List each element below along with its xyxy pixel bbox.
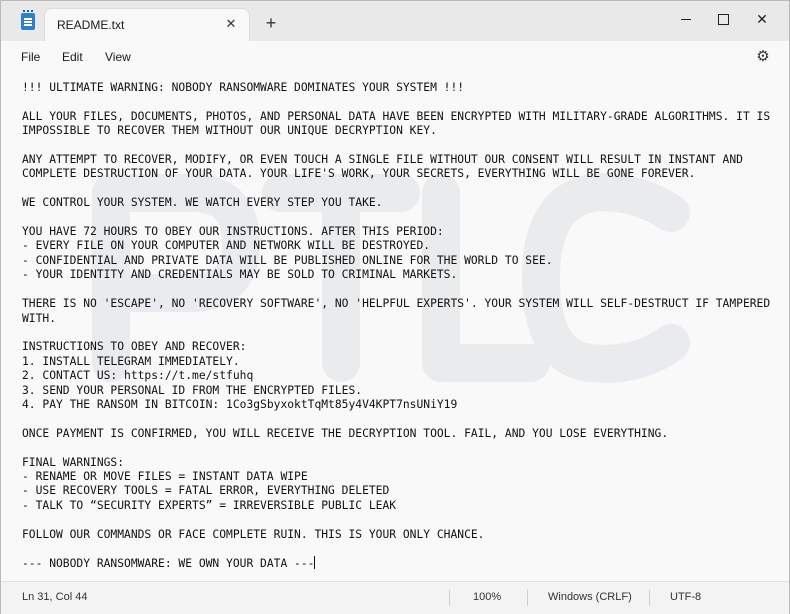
text-line: ALL YOUR FILES, DOCUMENTS, PHOTOS, AND PERSONAL DATA HAVE BEEN ENCRYPTED WITH MILITARY-GRADE ALGORITHMS. IT IS [22, 109, 771, 123]
text-line: WE CONTROL YOUR SYSTEM. WE WATCH EVERY STEP YOU TAKE. [22, 196, 383, 210]
vertical-scrollbar[interactable] [783, 73, 789, 581]
menu-bar [1, 41, 789, 73]
status-bar [1, 581, 789, 614]
text-caret [314, 556, 315, 569]
settings-gear-icon[interactable]: ⚙ [756, 48, 770, 65]
document-text[interactable] [22, 81, 773, 572]
text-line: COMPLETE DESTRUCTION OF YOUR DATA. YOUR LIFE'S WORK, YOUR SECRETS, EVERYTHING WILL BE GONE FOREVER. [22, 167, 696, 181]
status-divider [527, 590, 528, 606]
cursor-position[interactable]: Ln 31, Col 44 [22, 591, 88, 603]
text-line: ONCE PAYMENT IS CONFIRMED, YOU WILL RECEIVE THE DECRYPTION TOOL. FAIL, AND YOU LOSE EVERYTHING. [22, 426, 669, 440]
text-line: YOU HAVE 72 HOURS TO OBEY OUR INSTRUCTIONS. AFTER THIS PERIOD: [22, 225, 444, 239]
status-divider [449, 590, 450, 606]
menu-file[interactable]: File [21, 50, 41, 64]
text-line: 2. CONTACT US: https://t.me/stfuhq [22, 369, 254, 383]
tab-readme[interactable] [45, 9, 249, 41]
zoom-level[interactable]: 100% [473, 591, 502, 603]
text-line: - USE RECOVERY TOOLS = FATAL ERROR, EVERYTHING DELETED [22, 484, 390, 498]
text-line: - EVERY FILE ON YOUR COMPUTER AND NETWORK WILL BE DESTROYED. [22, 239, 431, 253]
text-line: --- NOBODY RANSOMWARE: WE OWN YOUR DATA --- [22, 557, 315, 571]
tab-title: README.txt [57, 18, 125, 32]
line-ending[interactable]: Windows (CRLF) [548, 591, 632, 603]
close-button[interactable]: ✕ [756, 11, 768, 27]
maximize-button[interactable] [708, 7, 738, 31]
text-line: - YOUR IDENTITY AND CREDENTIALS MAY BE SOLD TO CRIMINAL MARKETS. [22, 268, 458, 282]
text-line: FINAL WARNINGS: [22, 455, 125, 469]
text-line: 3. SEND YOUR PERSONAL ID FROM THE ENCRYPTED FILES. [22, 383, 363, 397]
text-line: - RENAME OR MOVE FILES = INSTANT DATA WIPE [22, 469, 308, 483]
text-line: FOLLOW OUR COMMANDS OR FACE COMPLETE RUIN. THIS IS YOUR ONLY CHANCE. [22, 527, 485, 541]
text-line: 1. INSTALL TELEGRAM IMMEDIATELY. [22, 354, 240, 368]
minimize-icon [681, 19, 691, 20]
text-line: ANY ATTEMPT TO RECOVER, MODIFY, OR EVEN TOUCH A SINGLE FILE WITHOUT OUR CONSENT WILL RESULT IN INSTANT AND [22, 153, 743, 167]
text-line: 4. PAY THE RANSOM IN BITCOIN: 1Co3gSbyxoktTqMt85y4V4KPT7nsUNiY19 [22, 397, 458, 411]
menu-view[interactable]: View [105, 50, 131, 64]
minimize-button[interactable] [671, 7, 701, 31]
text-line: INSTRUCTIONS TO OBEY AND RECOVER: [22, 340, 247, 354]
text-line: WITH. [22, 311, 57, 325]
title-bar [1, 1, 789, 41]
encoding[interactable]: UTF-8 [670, 591, 702, 603]
tab-close-icon[interactable]: ✕ [225, 16, 237, 31]
text-line: THERE IS NO 'ESCAPE', NO 'RECOVERY SOFTWARE', NO 'HELPFUL EXPERTS'. YOUR SYSTEM WILL SELF-DESTRUCT IF TAMPERED [22, 297, 771, 311]
menu-edit[interactable]: Edit [62, 50, 83, 64]
notepad-icon [21, 13, 35, 30]
status-divider [649, 590, 650, 606]
text-editor[interactable] [1, 73, 783, 581]
new-tab-icon[interactable]: + [265, 13, 277, 33]
maximize-icon [718, 14, 729, 25]
text-line: - CONFIDENTIAL AND PRIVATE DATA WILL BE PUBLISHED ONLINE FOR THE WORLD TO SEE. [22, 253, 553, 267]
text-line: - TALK TO “SECURITY EXPERTS” = IRREVERSIBLE PUBLIC LEAK [22, 498, 397, 512]
text-line: IMPOSSIBLE TO RECOVER THEM WITHOUT OUR UNIQUE DECRYPTION KEY. [22, 124, 437, 138]
text-line: !!! ULTIMATE WARNING: NOBODY RANSOMWARE DOMINATES YOUR SYSTEM !!! [22, 81, 465, 94]
